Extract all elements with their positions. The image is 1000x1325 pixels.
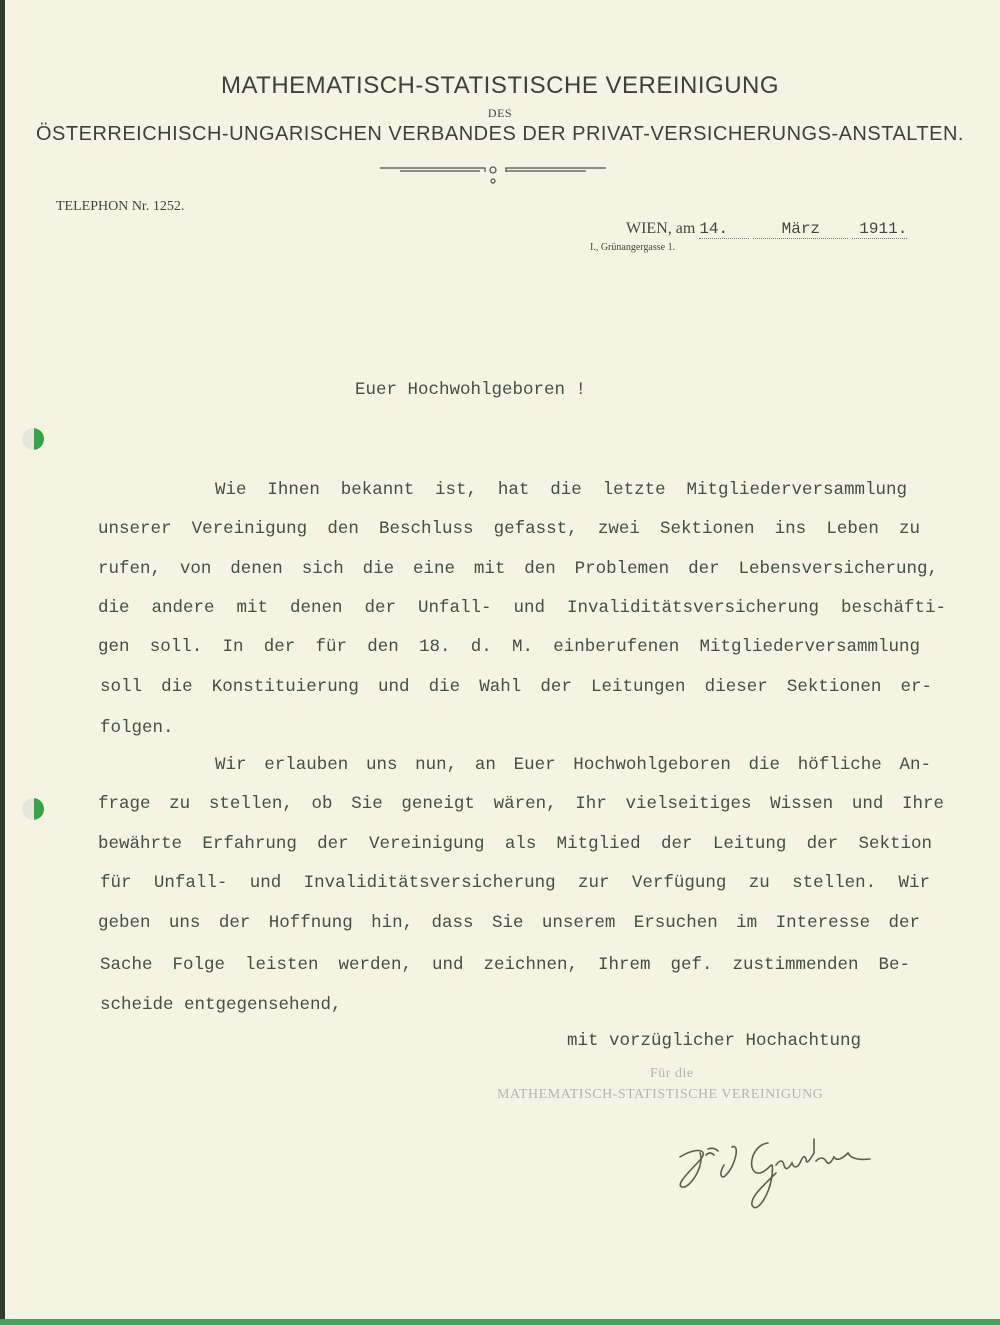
stamp-line-2: MATHEMATISCH-STATISTISCHE VEREINIGUNG bbox=[497, 1087, 824, 1102]
punch-hole bbox=[22, 428, 44, 450]
date-month: März bbox=[753, 220, 848, 239]
body-line: Wie Ihnen bekannt ist, hat die letzte Mitgliederversammlung bbox=[215, 480, 907, 500]
body-line: scheide entgegensehend, bbox=[100, 995, 342, 1015]
body-line: die andere mit denen der Unfall- und Invaliditätsversicherung beschäfti- bbox=[98, 598, 946, 618]
body-line: geben uns der Hoffnung hin, dass Sie unserem Ersuchen im Interesse der bbox=[98, 913, 920, 933]
page-edge bbox=[0, 0, 5, 1325]
body-line: Wir erlauben uns nun, an Euer Hochwohlgeboren die höfliche An- bbox=[215, 755, 931, 775]
body-line: folgen. bbox=[100, 718, 174, 738]
date-line bbox=[626, 220, 907, 239]
body-line: gen soll. In der für den 18. d. M. einberufenen Mitgliederversammlung bbox=[98, 637, 920, 657]
address: I., Grünangergasse 1. bbox=[590, 242, 676, 253]
body-line: Sache Folge leisten werden, und zeichnen, Ihrem gef. zustimmenden Be- bbox=[100, 955, 910, 975]
signature bbox=[670, 1135, 880, 1220]
punch-hole bbox=[22, 798, 44, 820]
body-line: rufen, von denen sich die eine mit den Problemen der Lebensversicherung, bbox=[98, 559, 938, 579]
letterhead-subtitle: ÖSTERREICHISCH-UNGARISCHEN VERBANDES DER PRIVAT-VERSICHERUNGS-ANSTALTEN. bbox=[36, 123, 964, 145]
stamp-line-1: Für die bbox=[650, 1066, 694, 1081]
salutation: Euer Hochwohlgeboren ! bbox=[355, 380, 587, 400]
date-day: 14. bbox=[699, 220, 749, 239]
body-line: bewährte Erfahrung der Vereinigung als Mitglied der Leitung der Sektion bbox=[98, 834, 932, 854]
closing: mit vorzüglicher Hochachtung bbox=[567, 1031, 862, 1051]
place-prefix: WIEN, am bbox=[626, 220, 696, 237]
body-line: unserer Vereinigung den Beschluss gefasst, zwei Sektionen ins Leben zu bbox=[98, 519, 920, 539]
letterhead-des: DES bbox=[487, 106, 513, 120]
body-line: soll die Konstituierung und die Wahl der Leitungen dieser Sektionen er- bbox=[100, 677, 932, 697]
page-bottom-edge bbox=[0, 1319, 1000, 1325]
body-line: frage zu stellen, ob Sie geneigt wären, Ihr vielseitiges Wissen und Ihre bbox=[98, 794, 944, 814]
date-year: 1911. bbox=[852, 220, 907, 239]
letterhead-title: MATHEMATISCH-STATISTISCHE VEREINIGUNG bbox=[220, 72, 780, 99]
ornament-icon bbox=[380, 164, 606, 188]
body-line: für Unfall- und Invaliditätsversicherung zur Verfügung zu stellen. Wir bbox=[100, 873, 930, 893]
telephone: TELEPHON Nr. 1252. bbox=[56, 199, 185, 214]
